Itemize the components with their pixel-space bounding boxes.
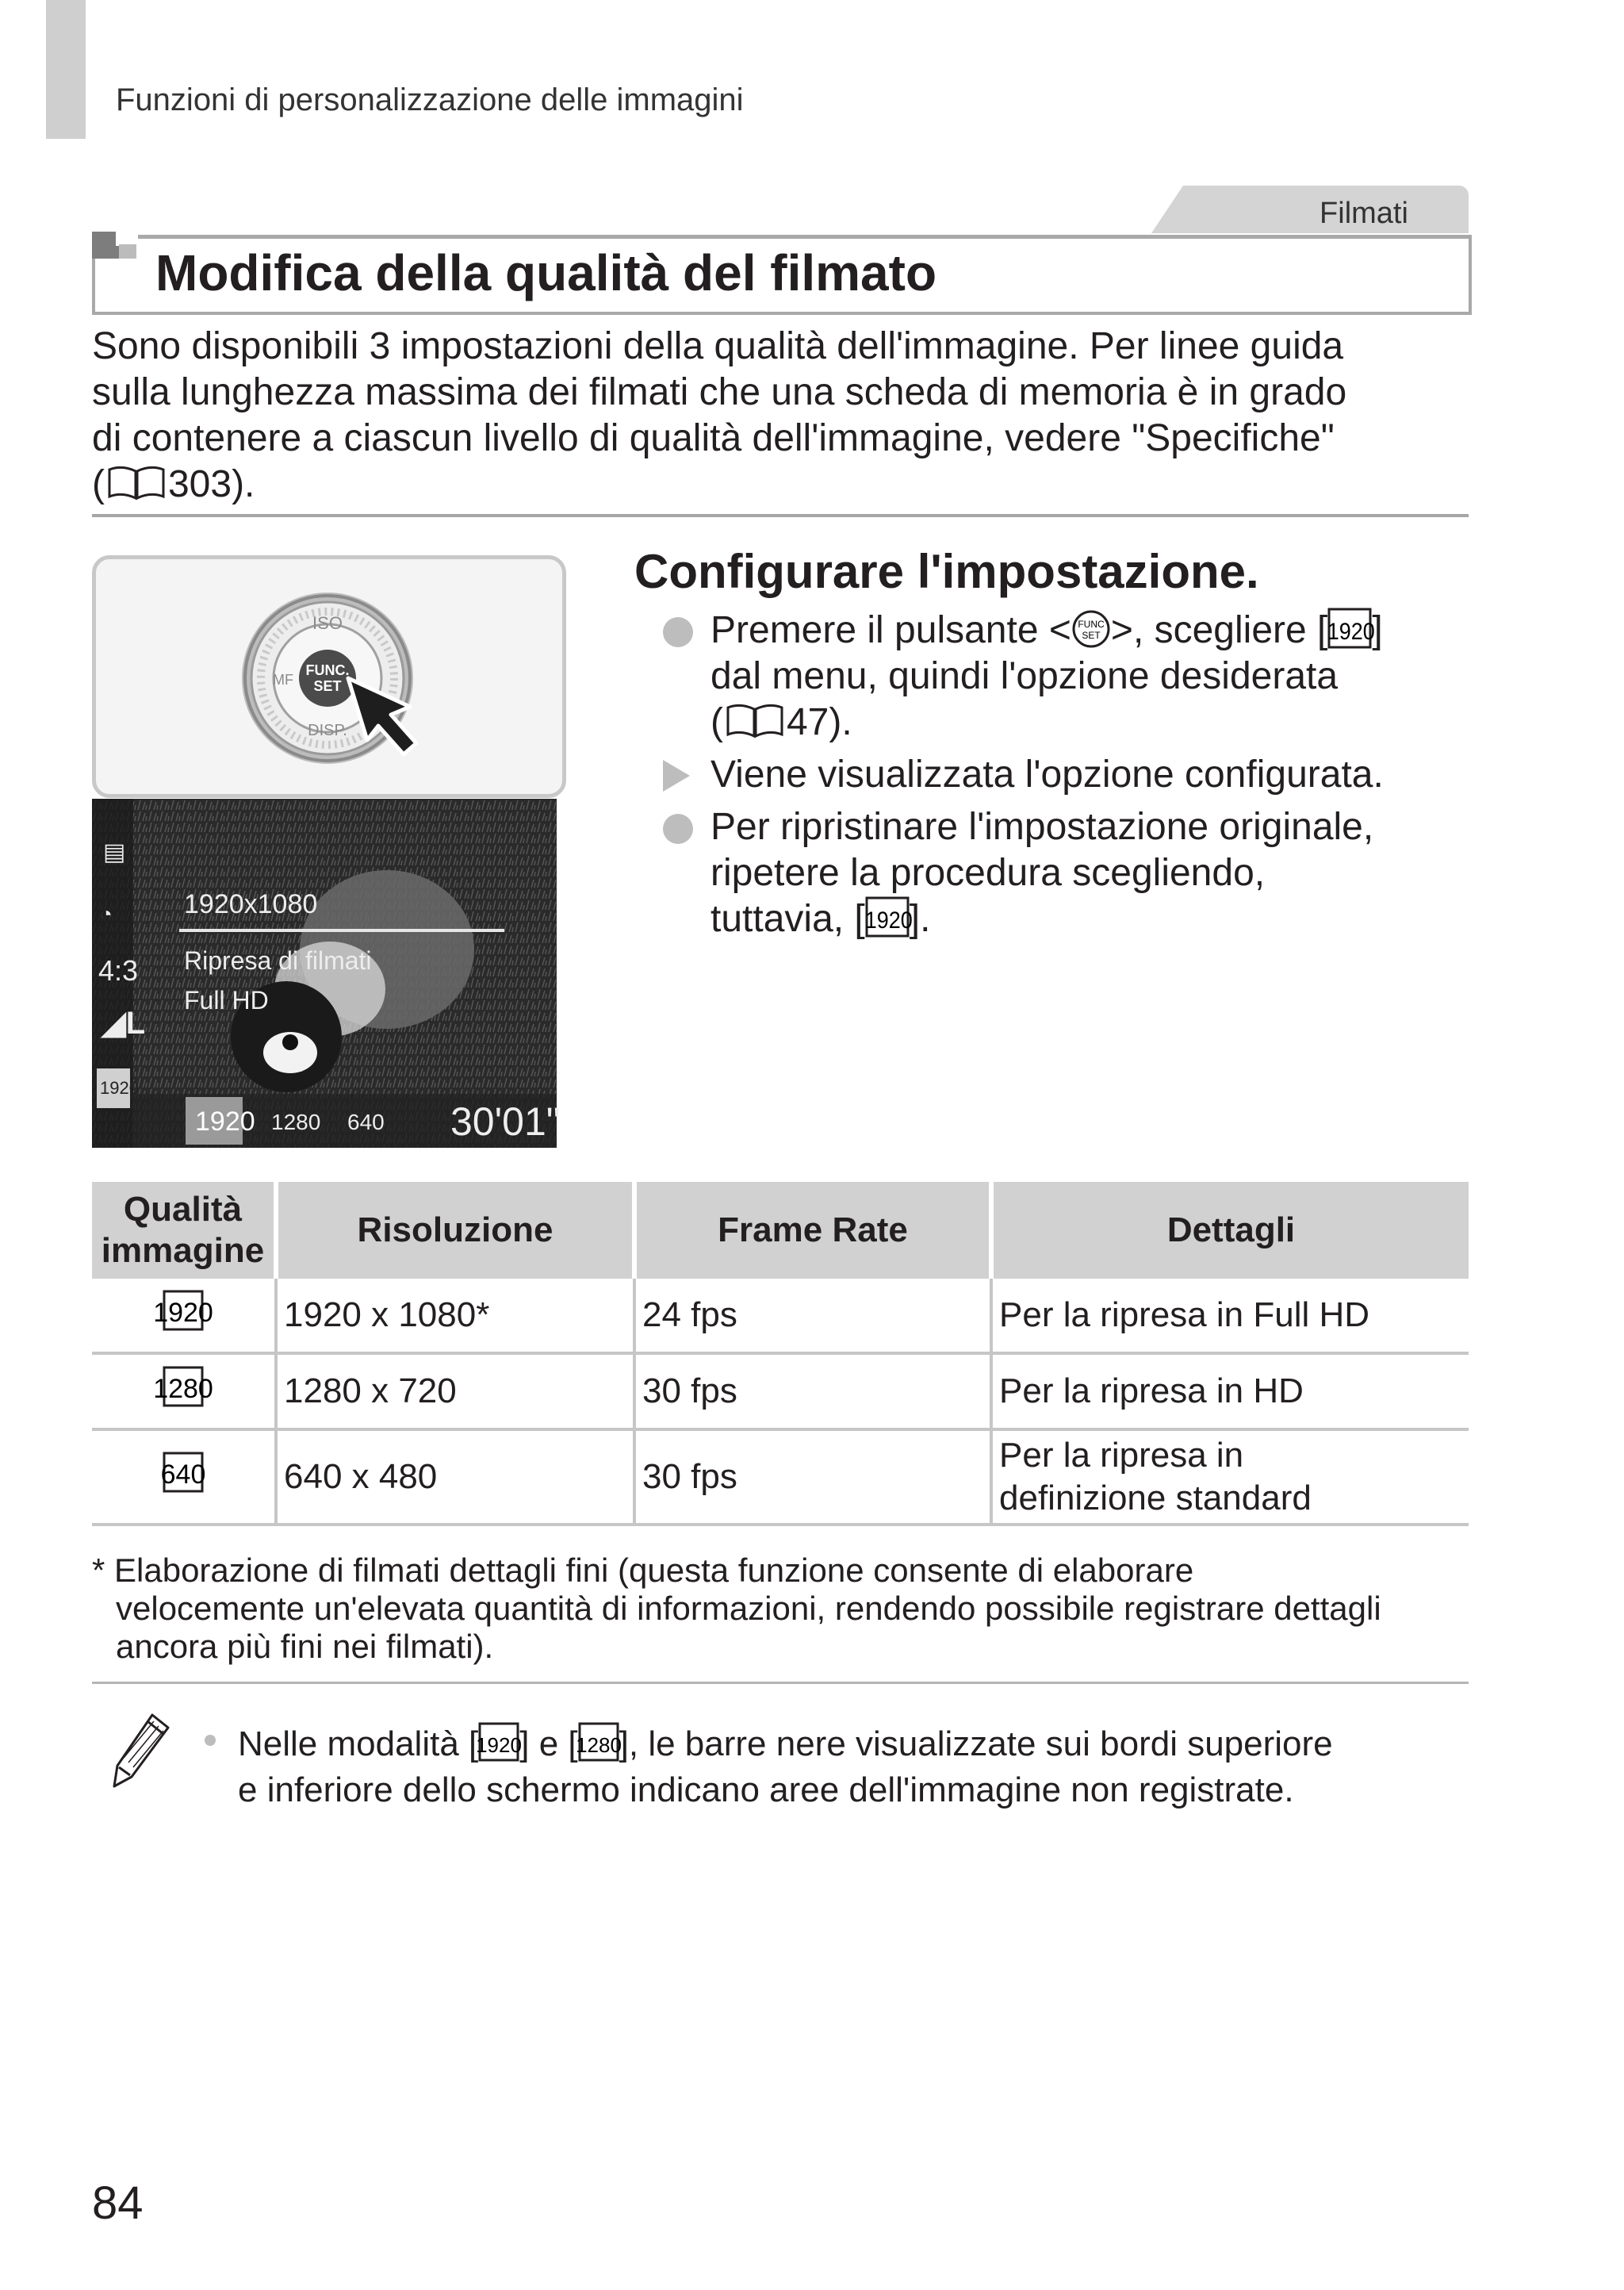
frame-rate-cell: 24 fps: [634, 1279, 991, 1353]
camera-dial-illustration: [92, 555, 566, 798]
col-header-resolution: Risoluzione: [276, 1182, 634, 1279]
option-640-icon: 640: [347, 1110, 385, 1134]
camera-lcd-screen: [92, 799, 561, 1148]
resolution-cell: 1920 x 1080*: [276, 1279, 634, 1353]
movie-quality-1280-icon: [575, 1722, 622, 1762]
frame-rate-cell: 30 fps: [634, 1429, 991, 1525]
svg-text:1920: 1920: [1327, 618, 1376, 646]
quality-label: Full HD: [184, 986, 269, 1015]
title-marker-icon: [92, 232, 119, 259]
resolution-cell: 640 x 480: [276, 1429, 634, 1525]
table-row: [92, 1353, 1469, 1429]
func-set-icon: [1071, 609, 1111, 649]
movie-quality-1920-icon: [92, 1279, 276, 1353]
quality-table: [92, 1182, 1469, 1526]
section-title: Modifica della qualità del filmato: [155, 244, 937, 301]
col-header-frame-rate: Frame Rate: [634, 1182, 991, 1279]
page-number: 84: [92, 2177, 144, 2229]
book-icon: [105, 465, 168, 501]
movie-quality-640-icon: [92, 1429, 276, 1525]
details-cell: Per la ripresa in definizione standard: [991, 1429, 1469, 1525]
image-size-icon: ◢L: [102, 1006, 146, 1041]
bullet-dot-icon: [663, 814, 693, 844]
svg-text:FUNC.: FUNC.: [305, 662, 350, 678]
resolution-label: 1920x1080: [184, 889, 318, 919]
svg-text:DISP.: DISP.: [308, 722, 347, 739]
col-header-details: Dettagli: [991, 1182, 1469, 1279]
option-1920-icon: 1920: [195, 1107, 255, 1137]
col-header-quality: Qualità immagine: [92, 1182, 276, 1279]
intro-paragraph: Sono disponibili 3 impostazioni della qualità dell'immagine. Per linee guida sulla lunghezza massima dei filmati che una scheda di memoria è in grado di contenere a ciascun livello di qualità dell'immagine, vedere "Specifiche" ( 303).: [92, 325, 1347, 505]
svg-text:640: 640: [160, 1459, 206, 1490]
table-row: [92, 1279, 1469, 1353]
note-text: Nelle modalità [ 1920 ] e [ 1280 ], le barre nere visualizzate sui bordi superiore e inferiore dello schermo indicano aree dell'immagine non registrate.: [238, 1721, 1475, 1813]
movie-quality-1920-icon: [476, 1722, 523, 1762]
result-arrow-icon: [663, 760, 690, 792]
bullet-dot-icon: [663, 617, 693, 647]
svg-text:1280: 1280: [575, 1733, 622, 1757]
side-thumb-tab: [46, 0, 86, 139]
pencil-icon: [108, 1710, 174, 1789]
svg-text:FUNC: FUNC: [1078, 619, 1105, 630]
svg-text:1920: 1920: [476, 1733, 523, 1757]
movie-quality-1920-icon: [864, 896, 913, 938]
details-cell: Per la ripresa in HD: [991, 1353, 1469, 1429]
book-icon: [723, 703, 787, 739]
running-title: Funzioni di personalizzazione delle immagini: [116, 82, 744, 117]
table-header-row: [92, 1182, 1469, 1279]
divider: [92, 1682, 1469, 1684]
step-bullets: [663, 608, 1456, 949]
step-heading: Configurare l'impostazione.: [634, 545, 1259, 598]
menu-icon-quality: ▤: [103, 839, 126, 865]
category-tab-label: Filmati: [1320, 197, 1408, 230]
svg-text:1920: 1920: [153, 1297, 213, 1328]
option-1280-icon: 1280: [271, 1110, 321, 1134]
footnote: * Elaborazione di filmati dettagli fini (questa funzione consente di elaborare velocemente un'elevata quantità di informazioni, rendendo possibile registrare dettagli ancora più fini nei filmati).: [92, 1552, 1381, 1665]
self-timer-off-icon: ◔: [100, 902, 113, 926]
func-set-button-icon: [96, 559, 562, 794]
note-bullet-icon: [205, 1735, 216, 1746]
svg-text:1280: 1280: [153, 1373, 213, 1404]
details-cell: Per la ripresa in Full HD: [991, 1279, 1469, 1353]
svg-text:MF: MF: [273, 672, 293, 688]
bullet-result: Viene visualizzata l'opzione configurata.: [663, 752, 1456, 798]
svg-text:SET: SET: [313, 678, 342, 694]
movie-quality-1280-icon: [92, 1353, 276, 1429]
resolution-cell: 1280 x 720: [276, 1353, 634, 1429]
bullet-reset: Per ripristinare l'impostazione originale, ripetere la procedura scegliendo, tuttavia, [ 1920 ].: [663, 804, 1456, 942]
movie-quality-menu-icon: 1920: [100, 1078, 139, 1098]
table-row: [92, 1429, 1469, 1525]
frame-rate-cell: 30 fps: [634, 1353, 991, 1429]
svg-text:SET: SET: [1082, 630, 1101, 641]
movie-quality-1920-icon: [1327, 608, 1376, 649]
mode-label: Ripresa di filmati: [184, 946, 372, 975]
aspect-ratio-icon: 4:3: [98, 954, 139, 987]
svg-text:ISO: ISO: [312, 613, 343, 633]
svg-text:1920: 1920: [864, 907, 913, 934]
remaining-time: 30'01": [450, 1099, 561, 1144]
divider: [92, 514, 1469, 517]
bullet-press-func: Premere il pulsante < FUNC SET >, scegliere [ 1920 ] dal menu, quindi l'opzione desiderata ( 47).: [663, 608, 1456, 746]
